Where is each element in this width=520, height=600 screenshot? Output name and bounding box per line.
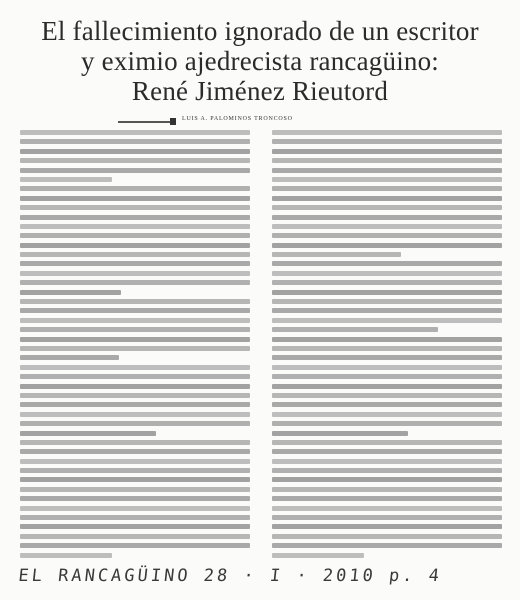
byline-rule (118, 121, 170, 123)
headline-line-1: El fallecimiento ignorado de un escritor (41, 16, 479, 46)
text-line-placeholder (272, 506, 502, 511)
text-line-placeholder (272, 205, 502, 210)
text-line-placeholder (272, 374, 502, 379)
text-line-placeholder (272, 468, 502, 473)
text-line-placeholder (20, 421, 250, 426)
text-line-placeholder (20, 177, 112, 182)
text-line-placeholder (272, 299, 502, 304)
text-line-placeholder (272, 365, 502, 370)
text-line-placeholder (20, 196, 250, 201)
text-line-placeholder (20, 233, 250, 238)
text-line-placeholder (20, 543, 250, 548)
text-line-placeholder (272, 233, 502, 238)
text-line-placeholder (272, 224, 502, 229)
text-line-placeholder (272, 421, 502, 426)
text-line-placeholder (20, 553, 112, 558)
text-line-placeholder (20, 224, 250, 229)
text-line-placeholder (20, 374, 250, 379)
text-line-placeholder (20, 290, 121, 295)
byline-mark (170, 118, 176, 125)
text-line-placeholder (272, 318, 502, 323)
text-line-placeholder (272, 440, 502, 445)
text-line-placeholder (272, 402, 502, 407)
text-line-placeholder (20, 261, 250, 266)
text-line-placeholder (20, 299, 250, 304)
text-line-placeholder (20, 168, 250, 173)
body-column-left (20, 128, 250, 560)
text-line-placeholder (20, 130, 250, 135)
text-line-placeholder (20, 271, 250, 276)
text-line-placeholder (272, 308, 502, 313)
text-line-placeholder (20, 384, 250, 389)
text-line-placeholder (20, 449, 250, 454)
text-line-placeholder (272, 149, 502, 154)
text-line-placeholder (272, 487, 502, 492)
text-line-placeholder (272, 477, 502, 482)
text-line-placeholder (20, 412, 250, 417)
text-line-placeholder (20, 402, 250, 407)
text-line-placeholder (272, 243, 502, 248)
headline (20, 16, 500, 106)
text-line-placeholder (272, 346, 502, 351)
text-line-placeholder (20, 205, 250, 210)
text-line-placeholder (272, 130, 502, 135)
text-line-placeholder (272, 158, 502, 163)
text-line-placeholder (20, 149, 250, 154)
text-line-placeholder (272, 186, 502, 191)
text-line-placeholder (272, 534, 502, 539)
text-line-placeholder (272, 355, 502, 360)
text-line-placeholder (20, 431, 156, 436)
text-line-placeholder (272, 177, 502, 182)
text-line-placeholder (272, 412, 502, 417)
text-line-placeholder (272, 431, 408, 436)
text-line-placeholder (272, 384, 502, 389)
text-line-placeholder (272, 196, 502, 201)
text-line-placeholder (20, 327, 250, 332)
text-line-placeholder (272, 280, 502, 285)
text-line-placeholder (20, 477, 250, 482)
text-line-placeholder (272, 271, 502, 276)
text-line-placeholder (272, 327, 438, 332)
text-line-placeholder (20, 365, 250, 370)
text-line-placeholder (272, 168, 502, 173)
text-line-placeholder (272, 449, 502, 454)
text-line-placeholder (20, 139, 250, 144)
byline (118, 116, 318, 128)
text-line-placeholder (272, 524, 502, 529)
text-line-placeholder (272, 393, 502, 398)
body-column-right (272, 128, 502, 560)
text-line-placeholder (20, 337, 250, 342)
text-line-placeholder (272, 261, 502, 266)
headline-line-3: René Jiménez Rieutord (131, 76, 389, 106)
text-line-placeholder (272, 252, 401, 257)
byline-author: LUIS A. PALOMINOS TRONCOSO (182, 116, 293, 122)
text-line-placeholder (20, 355, 119, 360)
text-line-placeholder (272, 337, 502, 342)
text-line-placeholder (20, 468, 250, 473)
headline-line-2: y eximio ajedrecista rancagüino: (80, 46, 439, 76)
text-line-placeholder (20, 487, 250, 492)
text-line-placeholder (20, 308, 250, 313)
text-line-placeholder (272, 139, 502, 144)
text-line-placeholder (20, 252, 250, 257)
text-line-placeholder (20, 215, 250, 220)
text-line-placeholder (20, 534, 250, 539)
text-line-placeholder (20, 186, 250, 191)
text-line-placeholder (20, 158, 250, 163)
text-line-placeholder (20, 243, 250, 248)
handwritten-source-note: EL RANCAGÜINO 28 · I · 2010 p. 4 (17, 566, 443, 586)
text-line-placeholder (20, 393, 250, 398)
text-line-placeholder (20, 459, 250, 464)
text-line-placeholder (20, 280, 250, 285)
text-line-placeholder (20, 440, 250, 445)
text-line-placeholder (272, 459, 502, 464)
text-line-placeholder (20, 515, 250, 520)
text-line-placeholder (20, 524, 250, 529)
text-line-placeholder (20, 346, 250, 351)
text-line-placeholder (20, 506, 250, 511)
text-line-placeholder (20, 496, 250, 501)
text-line-placeholder (272, 496, 502, 501)
text-line-placeholder (272, 543, 502, 548)
text-line-placeholder (272, 553, 364, 558)
text-line-placeholder (272, 515, 502, 520)
text-line-placeholder (272, 215, 502, 220)
text-line-placeholder (272, 290, 502, 295)
text-line-placeholder (20, 318, 250, 323)
